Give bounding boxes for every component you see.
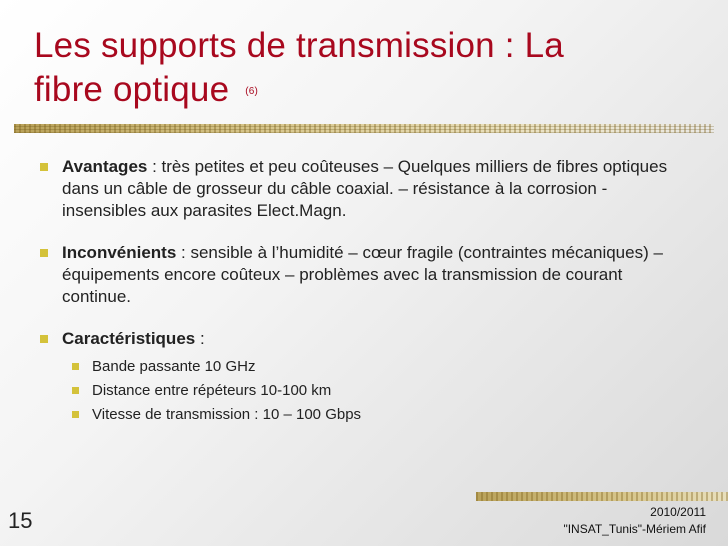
bullet-characteristics bbox=[36, 328, 676, 426]
sub-bullet-text: Distance entre répéteurs 10-100 km bbox=[92, 382, 332, 399]
square-bullet-icon bbox=[72, 363, 79, 370]
square-bullet-icon bbox=[72, 411, 79, 418]
bullet-text: : bbox=[195, 329, 205, 348]
slide-number: 15 bbox=[8, 508, 33, 533]
square-bullet-icon bbox=[40, 249, 48, 257]
footer-year: 2010/2011 bbox=[650, 505, 706, 519]
slide-content bbox=[36, 156, 676, 446]
bullet-disadvantages bbox=[36, 242, 676, 308]
sub-bullet-text: Bande passante 10 GHz bbox=[92, 358, 256, 375]
bullet-label: Inconvénients bbox=[62, 243, 177, 262]
bullet-advantages bbox=[36, 156, 676, 222]
bullet-text: : sensible à l’humidité – cœur fragile (contraintes mécaniques) –équipements encore coûteux – problèmes avec la transmission de courant continue. bbox=[62, 243, 663, 306]
sub-bullet-repeater-distance bbox=[62, 380, 676, 402]
title-line-2: fibre optique bbox=[34, 70, 230, 109]
footer-divider-bar bbox=[476, 492, 728, 501]
square-bullet-icon bbox=[40, 163, 48, 171]
bullet-label: Avantages bbox=[62, 157, 148, 176]
sub-bullet-bandwidth bbox=[62, 356, 676, 378]
characteristics-sublist bbox=[62, 356, 676, 426]
title-line-1: Les supports de transmission : La bbox=[34, 26, 564, 65]
sub-bullet-text: Vitesse de transmission : 10 – 100 Gbps bbox=[92, 406, 362, 423]
title-reference: (6) bbox=[245, 85, 259, 97]
title-divider-bar bbox=[14, 124, 714, 133]
square-bullet-icon bbox=[72, 387, 79, 394]
bullet-label: Caractéristiques bbox=[62, 329, 196, 348]
bullet-text: : très petites et peu coûteuses – Quelques milliers de fibres optiques dans un câble de grosseur du câble coaxial. – résistance à la corrosion - insensibles aux parasites Elect.Magn. bbox=[62, 157, 668, 220]
sub-bullet-transmission-speed bbox=[62, 404, 676, 426]
square-bullet-icon bbox=[40, 335, 48, 343]
footer-author: "INSAT_Tunis"-Mériem Afif bbox=[563, 522, 706, 536]
slide-title bbox=[34, 24, 674, 114]
footer-credits bbox=[563, 504, 706, 538]
